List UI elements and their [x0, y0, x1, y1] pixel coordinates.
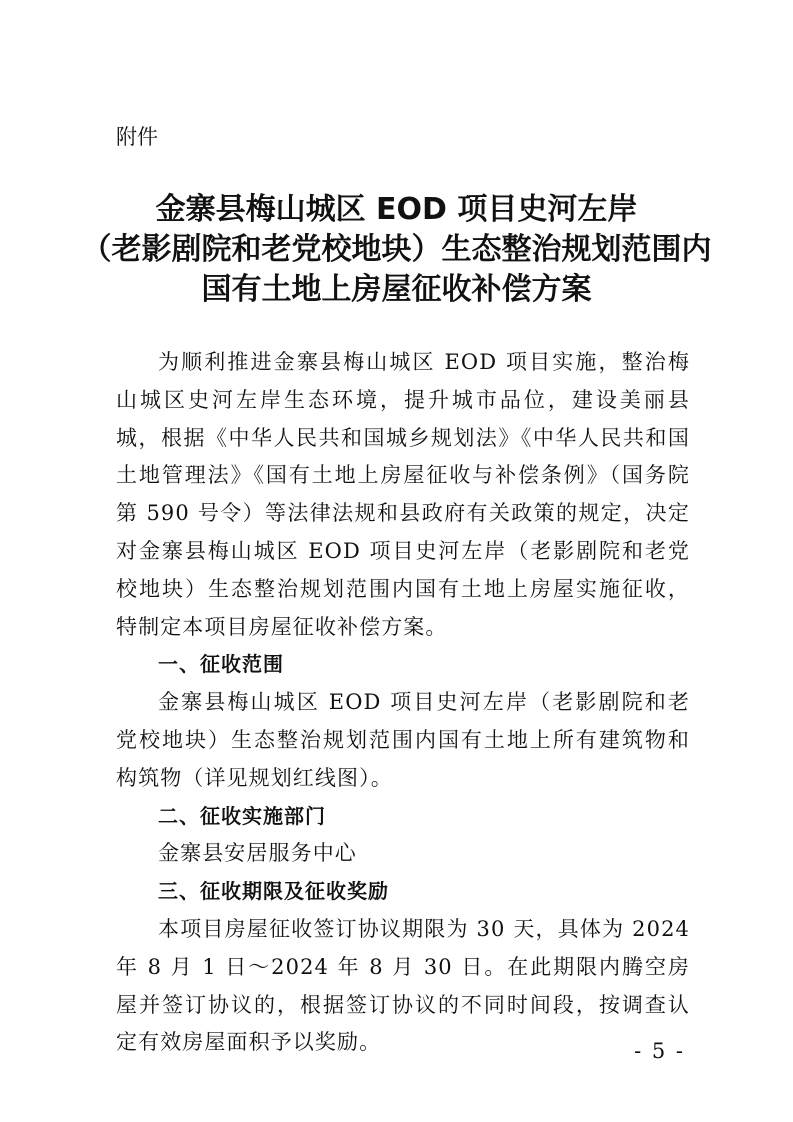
- section-2-paragraph: 金寨县安居服务中心: [158, 841, 357, 866]
- title-line-2: （老影剧院和老党校地块）生态整治规划范围内: [81, 232, 712, 267]
- page-number: - 5 -: [634, 1039, 685, 1063]
- section-1-paragraph: 金寨县梅山城区 EOD 项目史河左岸（老影剧院和老党校地块）生态整治规划范围内国有土地上所有建筑物和构筑物（详见规划红线图）。: [116, 690, 690, 790]
- intro-paragraph: 为顺利推进金寨县梅山城区 EOD 项目实施，整治梅山城区史河左岸生态环境，提升城市品位，建设美丽县城，根据《中华人民共和国城乡规划法》《中华人民共和国土地管理法》《国有土地上房屋征收与补偿条例》（国务院第 590 号令）等法律法规和县政府有关政策的规定，决定对金寨县梅山城区 EOD 项目史河左岸（老影剧院和老党校地块）生态整治规划范围内国有土地上房屋实施征收，特制定本项目房屋征收补偿方案。: [116, 350, 690, 639]
- section-1-heading: 一、征收范围: [158, 652, 284, 677]
- document-title: [60, 190, 733, 310]
- document-body: [116, 344, 690, 1062]
- section-2-heading: 二、征收实施部门: [158, 803, 326, 828]
- attachment-label: 附件: [116, 125, 158, 149]
- title-line-1: 金寨县梅山城区 EOD 项目史河左岸: [155, 192, 638, 227]
- section-3-heading: 三、征收期限及征收奖励: [158, 879, 389, 904]
- section-3-paragraph: 本项目房屋征收签订协议期限为 30 天，具体为 2024 年 8 月 1 日～2024 年 8 月 30 日。在此期限内腾空房屋并签订协议的，根据签订协议的不同时间段，按调查认定有效房屋面积予以奖励。: [116, 916, 690, 1055]
- title-line-3: 国有土地上房屋征收补偿方案: [201, 272, 592, 307]
